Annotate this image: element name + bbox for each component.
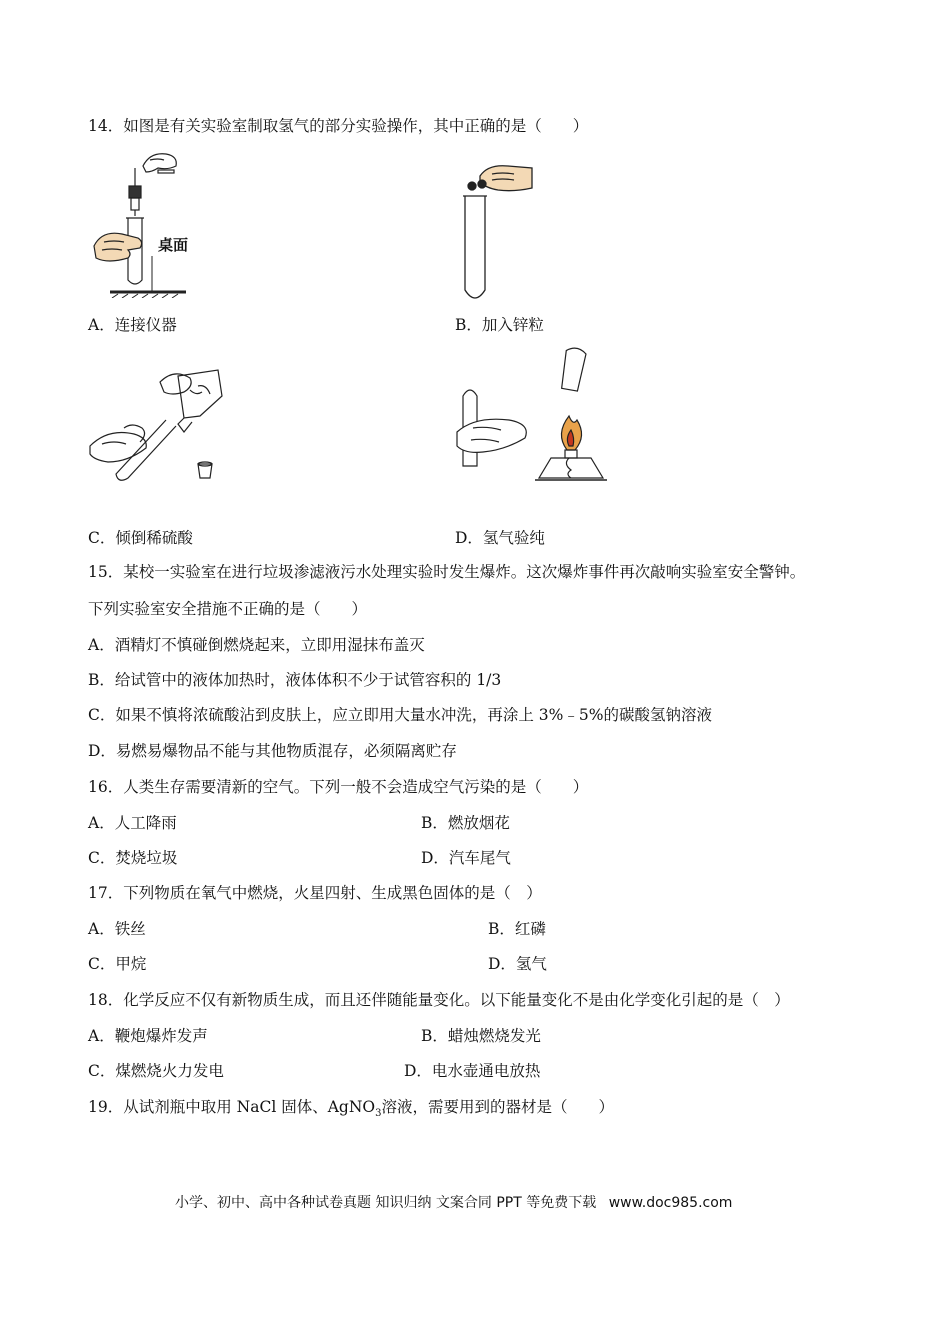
q19-stem-subscript: 3 [375,1108,382,1120]
q19-stem-part2: 溶液，需要用到的器材是（ ） [381,1098,614,1116]
footer-url[interactable]: www.doc985.com [608,1195,733,1211]
q17-option-c: C．甲烷 [88,955,147,973]
q15-option-c: C．如果不慎将浓硫酸沾到皮肤上，应立即用大量水冲洗，再涂上 3%﹣5%的碳酸氢钠溶液 [88,706,712,724]
q17-stem: 17．下列物质在氧气中燃烧，火星四射、生成黑色固体的是（ ） [88,884,542,902]
q18-stem: 18．化学反应不仅有新物质生成，而且还伴随能量变化。以下能量变化不是由化学变化引起的是（ ） [88,991,790,1009]
q16-stem: 16．人类生存需要清新的空气。下列一般不会造成空气污染的是（ ） [88,778,589,796]
q17-option-a: A．铁丝 [88,920,146,938]
footer [175,1192,732,1212]
q18-option-b: B．蜡烛燃烧发光 [421,1027,541,1045]
q15-stem-line2: 下列实验室安全措施不正确的是（ ） [88,600,368,618]
footer-text: 小学、初中、高中各种试卷真题 知识归纳 文案合同 PPT 等免费下载 [175,1195,597,1211]
q16-option-c: C．焚烧垃圾 [88,849,178,867]
q15-option-b: B．给试管中的液体加热时，液体体积不少于试管容积的 1/3 [88,671,502,689]
q18-option-d: D．电水壶通电放热 [404,1062,541,1080]
q14-option-c: C．倾倒稀硫酸 [88,529,193,547]
q14-option-b: B．加入锌粒 [455,316,544,334]
q16-option-b: B．燃放烟花 [421,814,510,832]
q18-option-a: A．鞭炮爆炸发声 [88,1027,208,1045]
q17-option-b: B．红磷 [488,920,546,938]
q17-option-d: D．氢气 [488,955,547,973]
figure-connect-apparatus [88,146,198,298]
q14-stem: 14．如图是有关实验室制取氢气的部分实验操作，其中正确的是（ ） [88,117,589,135]
q15-option-d: D．易燃易爆物品不能与其他物质混存，必须隔离贮存 [88,742,457,760]
q19-stem [88,1095,614,1119]
q14-option-d: D．氢气验纯 [455,529,545,547]
q14-option-a: A．连接仪器 [88,316,177,334]
figure-add-zinc [458,160,538,304]
figure-pour-acid [88,366,228,486]
q16-option-a: A．人工降雨 [88,814,177,832]
q15-stem-line1: 15．某校一实验室在进行垃圾渗滤液污水处理实验时发生爆炸。这次爆炸事件再次敲响实验室安全警钟。 [88,563,806,581]
q15-option-a: A．酒精灯不慎碰倒燃烧起来，立即用湿抹布盖灭 [88,636,425,654]
desk-label: 桌面 [158,236,189,254]
figure-hydrogen-purity-test [455,346,611,486]
q19-stem-part1: 19．从试剂瓶中取用 NaCl 固体、AgNO [88,1098,376,1116]
q18-option-c: C．煤燃烧火力发电 [88,1062,224,1080]
q16-option-d: D．汽车尾气 [421,849,511,867]
